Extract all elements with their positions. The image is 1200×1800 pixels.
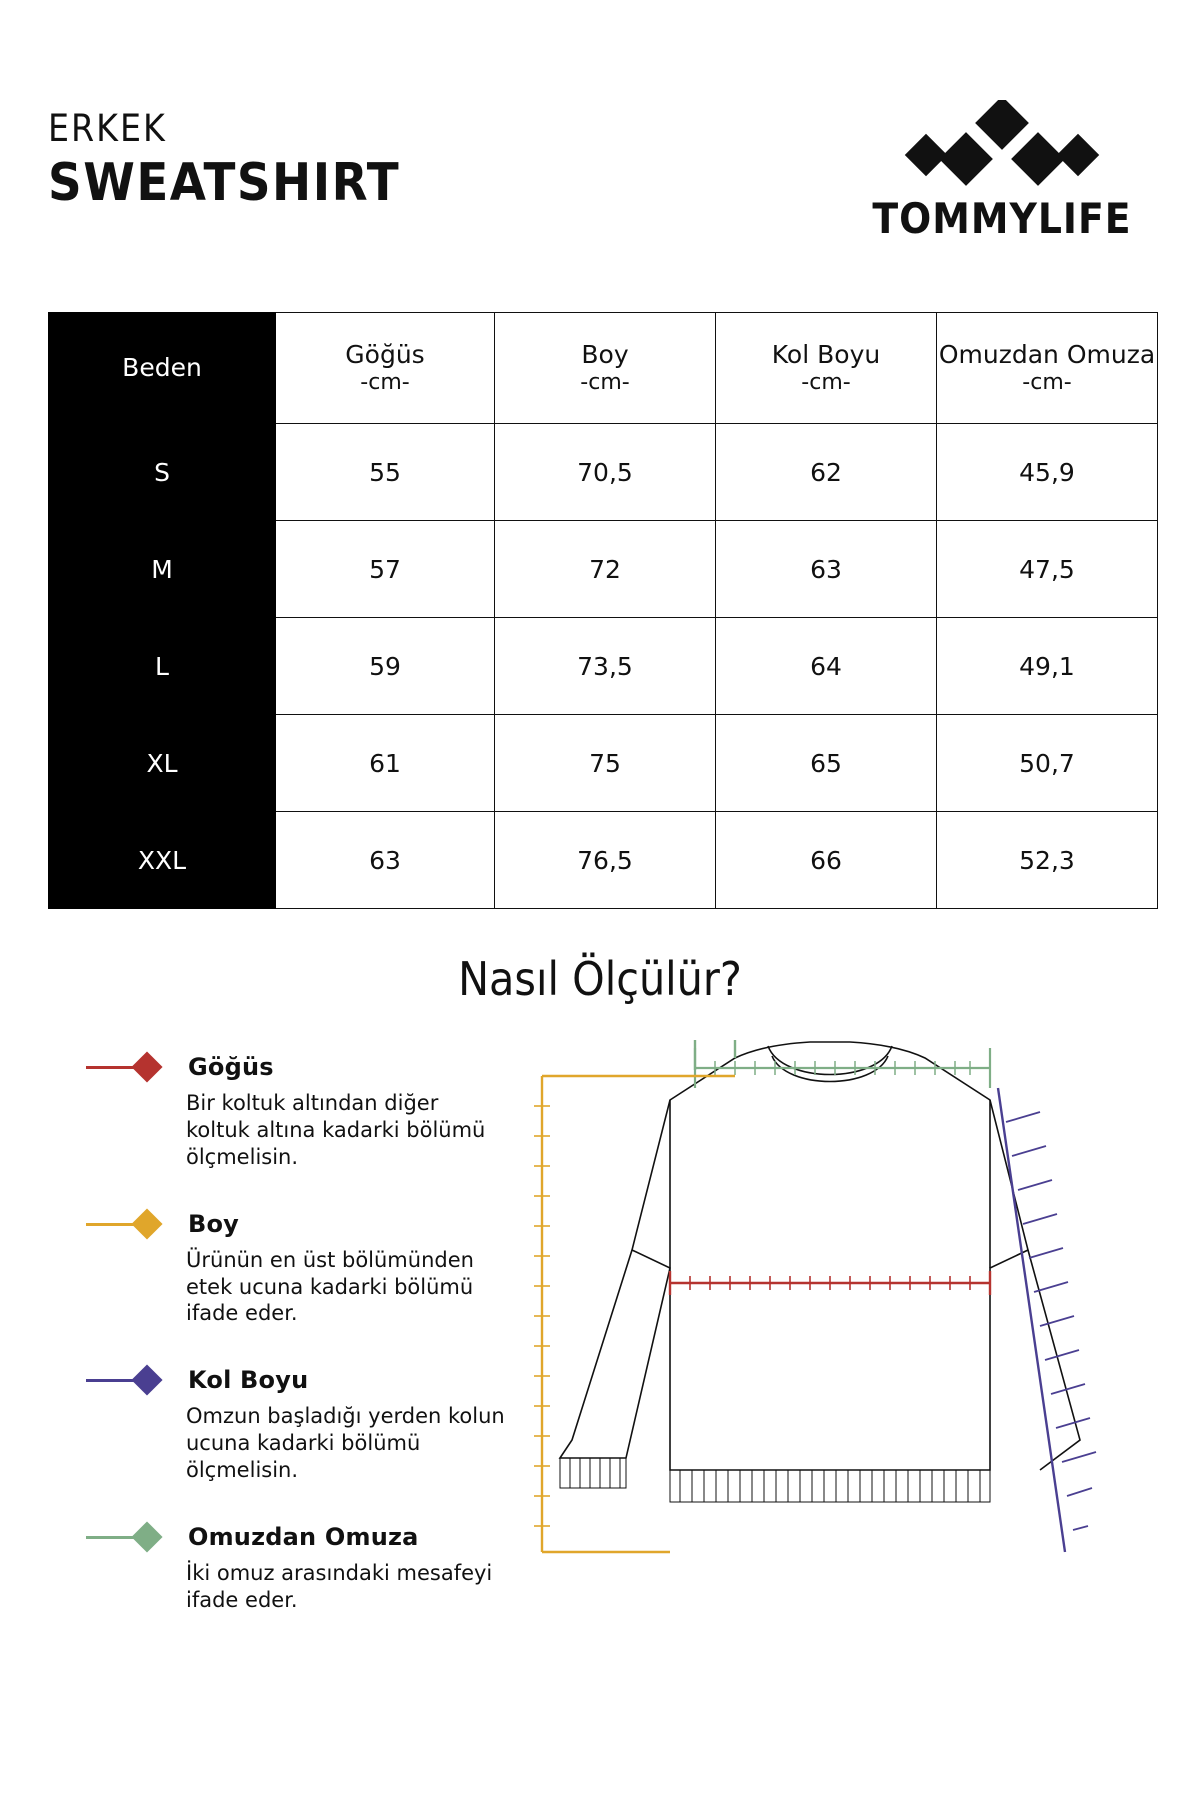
table-row	[49, 521, 1158, 618]
product-category: ERKEK	[48, 107, 167, 150]
cell-size: XL	[49, 715, 276, 812]
legend-item-length	[86, 1209, 506, 1328]
size-table-wrap	[48, 312, 1156, 909]
legend-description: Omzun başladığı yerden kolun ucuna kadarki bölümü ölçmelisin.	[186, 1404, 505, 1482]
cell-size: L	[49, 618, 276, 715]
cell-sleeve: 63	[716, 521, 937, 618]
cell-sleeve: 64	[716, 618, 937, 715]
cell-shoulder: 45,9	[937, 424, 1158, 521]
legend-label: Kol Boyu	[188, 1366, 309, 1395]
cell-sleeve: 62	[716, 424, 937, 521]
length-marker-icon	[86, 1211, 176, 1237]
brand-name: TOMMYLIFE	[872, 194, 1132, 243]
measurement-legend	[86, 1052, 506, 1652]
table-header-row	[49, 313, 1158, 424]
shoulder-marker-icon	[86, 1524, 176, 1550]
size-table-body	[49, 424, 1158, 909]
product-type: SWEATSHIRT	[48, 152, 401, 213]
legend-description: Bir koltuk altından diğer koltuk altına kadarki bölümü ölçmelisin.	[186, 1091, 486, 1169]
cell-chest: 59	[276, 618, 495, 715]
sleeve-marker-icon	[86, 1367, 176, 1393]
table-row	[49, 812, 1158, 909]
column-header-length: Boy -cm-	[495, 313, 716, 424]
cell-sleeve: 65	[716, 715, 937, 812]
how-to-measure-title: Nasıl Ölçülür?	[458, 952, 742, 1006]
size-table	[48, 312, 1158, 909]
cell-chest: 55	[276, 424, 495, 521]
column-header-shoulder: Omuzdan Omuza -cm-	[937, 313, 1158, 424]
cell-length: 72	[495, 521, 716, 618]
chest-marker-icon	[86, 1054, 176, 1080]
sweatshirt-measurement-diagram-icon	[520, 1040, 1140, 1690]
cell-shoulder: 49,1	[937, 618, 1158, 715]
cell-chest: 57	[276, 521, 495, 618]
column-header-chest: Göğüs -cm-	[276, 313, 495, 424]
legend-label: Omuzdan Omuza	[188, 1522, 419, 1551]
legend-label: Boy	[188, 1209, 240, 1238]
cell-sleeve: 66	[716, 812, 937, 909]
cell-shoulder: 52,3	[937, 812, 1158, 909]
cell-size: XXL	[49, 812, 276, 909]
cell-length: 73,5	[495, 618, 716, 715]
size-table-head	[49, 313, 1158, 424]
legend-label: Göğüs	[188, 1053, 274, 1081]
legend-item-sleeve	[86, 1365, 506, 1484]
header	[48, 107, 1152, 260]
diamond-cluster-logo-icon	[897, 100, 1107, 186]
column-header-size: Beden	[49, 313, 276, 424]
cell-shoulder: 50,7	[937, 715, 1158, 812]
cell-size: M	[49, 521, 276, 618]
table-row	[49, 618, 1158, 715]
cell-length: 76,5	[495, 812, 716, 909]
cell-length: 75	[495, 715, 716, 812]
table-row	[49, 715, 1158, 812]
legend-item-shoulder	[86, 1522, 506, 1614]
cell-length: 70,5	[495, 424, 716, 521]
cell-shoulder: 47,5	[937, 521, 1158, 618]
legend-description: İki omuz arasındaki mesafeyi ifade eder.	[186, 1560, 493, 1612]
cell-chest: 61	[276, 715, 495, 812]
cell-chest: 63	[276, 812, 495, 909]
page-title	[48, 107, 401, 213]
legend-item-chest	[86, 1052, 506, 1171]
legend-description: Ürünün en üst bölümünden etek ucuna kadarki bölümü ifade eder.	[186, 1247, 474, 1326]
column-header-sleeve: Kol Boyu -cm-	[716, 313, 937, 424]
table-row	[49, 424, 1158, 521]
cell-size: S	[49, 424, 276, 521]
brand-block	[852, 100, 1152, 243]
